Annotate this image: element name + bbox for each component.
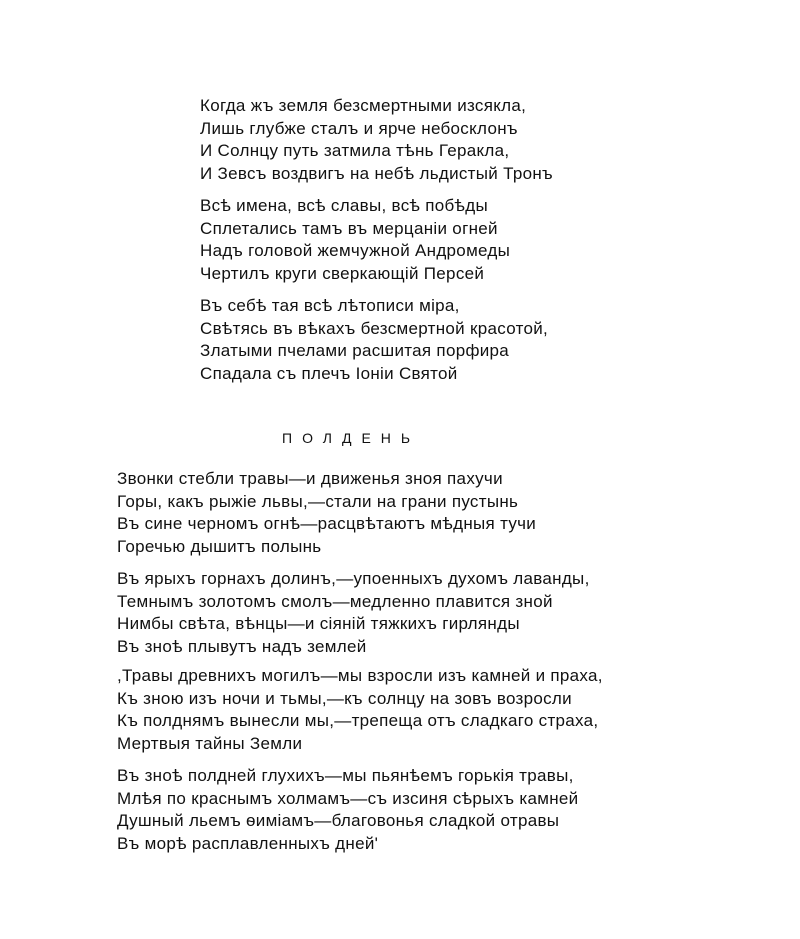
poem-line: Къ зною изъ ночи и тьмы,—къ солнцу на зовъ возросли: [117, 688, 572, 708]
poem-line: Въ знoѣ плывутъ надъ землей: [117, 636, 367, 656]
poem-line: Душный льемъ ѳиміамъ—благовонья сладкой отравы: [117, 811, 560, 830]
poem1-stanza-3: [200, 295, 548, 385]
poem-line: Млѣя по краснымъ холмамъ—съ изсиня сѣрыхъ камней: [117, 788, 579, 808]
poem-line: И Зевсъ воздвигъ на небѣ льдистый Тронъ: [200, 163, 553, 183]
poem2-stanza-2: [117, 568, 590, 658]
poem-line: Въ морѣ расплавленныхъ дней': [117, 833, 379, 853]
poem-line: Спадала съ плечъ Іоніи Святой: [200, 363, 458, 383]
poem-line: Звонки стебли травы—и движенья зноя пахучи: [117, 469, 503, 488]
poem-line: Въ ярыхъ горнахъ долинъ,—упоенныхъ духомъ лаванды,: [117, 569, 590, 588]
poem1-stanza-2: [200, 195, 510, 285]
poem1-stanza-1: [200, 95, 553, 185]
poem-line: Лишь глубже сталъ и ярче небосклонъ: [200, 118, 518, 138]
poem-line: Свѣтясь въ вѣкахъ безсмертной красотой,: [200, 318, 549, 338]
poem2-title: ПОЛДЕНЬ: [282, 430, 421, 446]
poem-line: Всѣ имена, всѣ славы, всѣ побѣды: [200, 196, 488, 215]
poem-line: Горечью дышитъ полынь: [117, 536, 322, 556]
poem-line: Сплетались тамъ въ мерцаніи огней: [200, 218, 498, 238]
poem-line: Въ сине черномъ огнѣ—расцвѣтаютъ мѣдныя тучи: [117, 514, 537, 533]
poem-line: Въ знoѣ полдней глухихъ—мы пьянѣемъ горькія травы,: [117, 766, 574, 785]
poem-line: И Солнцу путь затмила тѣнь Геракла,: [200, 141, 510, 160]
poem-line: ,Травы древнихъ могилъ—мы взросли изъ камней и праха,: [117, 666, 603, 685]
poem2-stanza-4: [117, 765, 578, 855]
poem-line: Горы, какъ рыжіе львы,—стали на грани пустынь: [117, 491, 519, 511]
poem2-stanza-1: [117, 468, 536, 558]
poem-line: Темнымъ золотомъ смолъ—медленно плавится зной: [117, 591, 553, 611]
poem2-stanza-3: [117, 665, 603, 755]
poem-line: Къ полднямъ вынесли мы,—трепеща отъ сладкаго страха,: [117, 711, 599, 730]
poem-line: Златыми пчелами расшитая порфира: [200, 341, 510, 360]
poem-line: Чертилъ круги сверкающій Персей: [200, 263, 485, 283]
poem-line: Надъ головой жемчужной Андромеды: [200, 241, 511, 260]
poem-line: Нимбы свѣта, вѣнцы—и сіяній тяжкихъ гирлянды: [117, 614, 520, 633]
poem-line: Въ себѣ тая всѣ лѣтописи міра,: [200, 296, 460, 315]
poem-line: Когда жъ земля безсмертными изсякла,: [200, 96, 527, 115]
poem-line: Мертвыя тайны Земли: [117, 733, 303, 753]
